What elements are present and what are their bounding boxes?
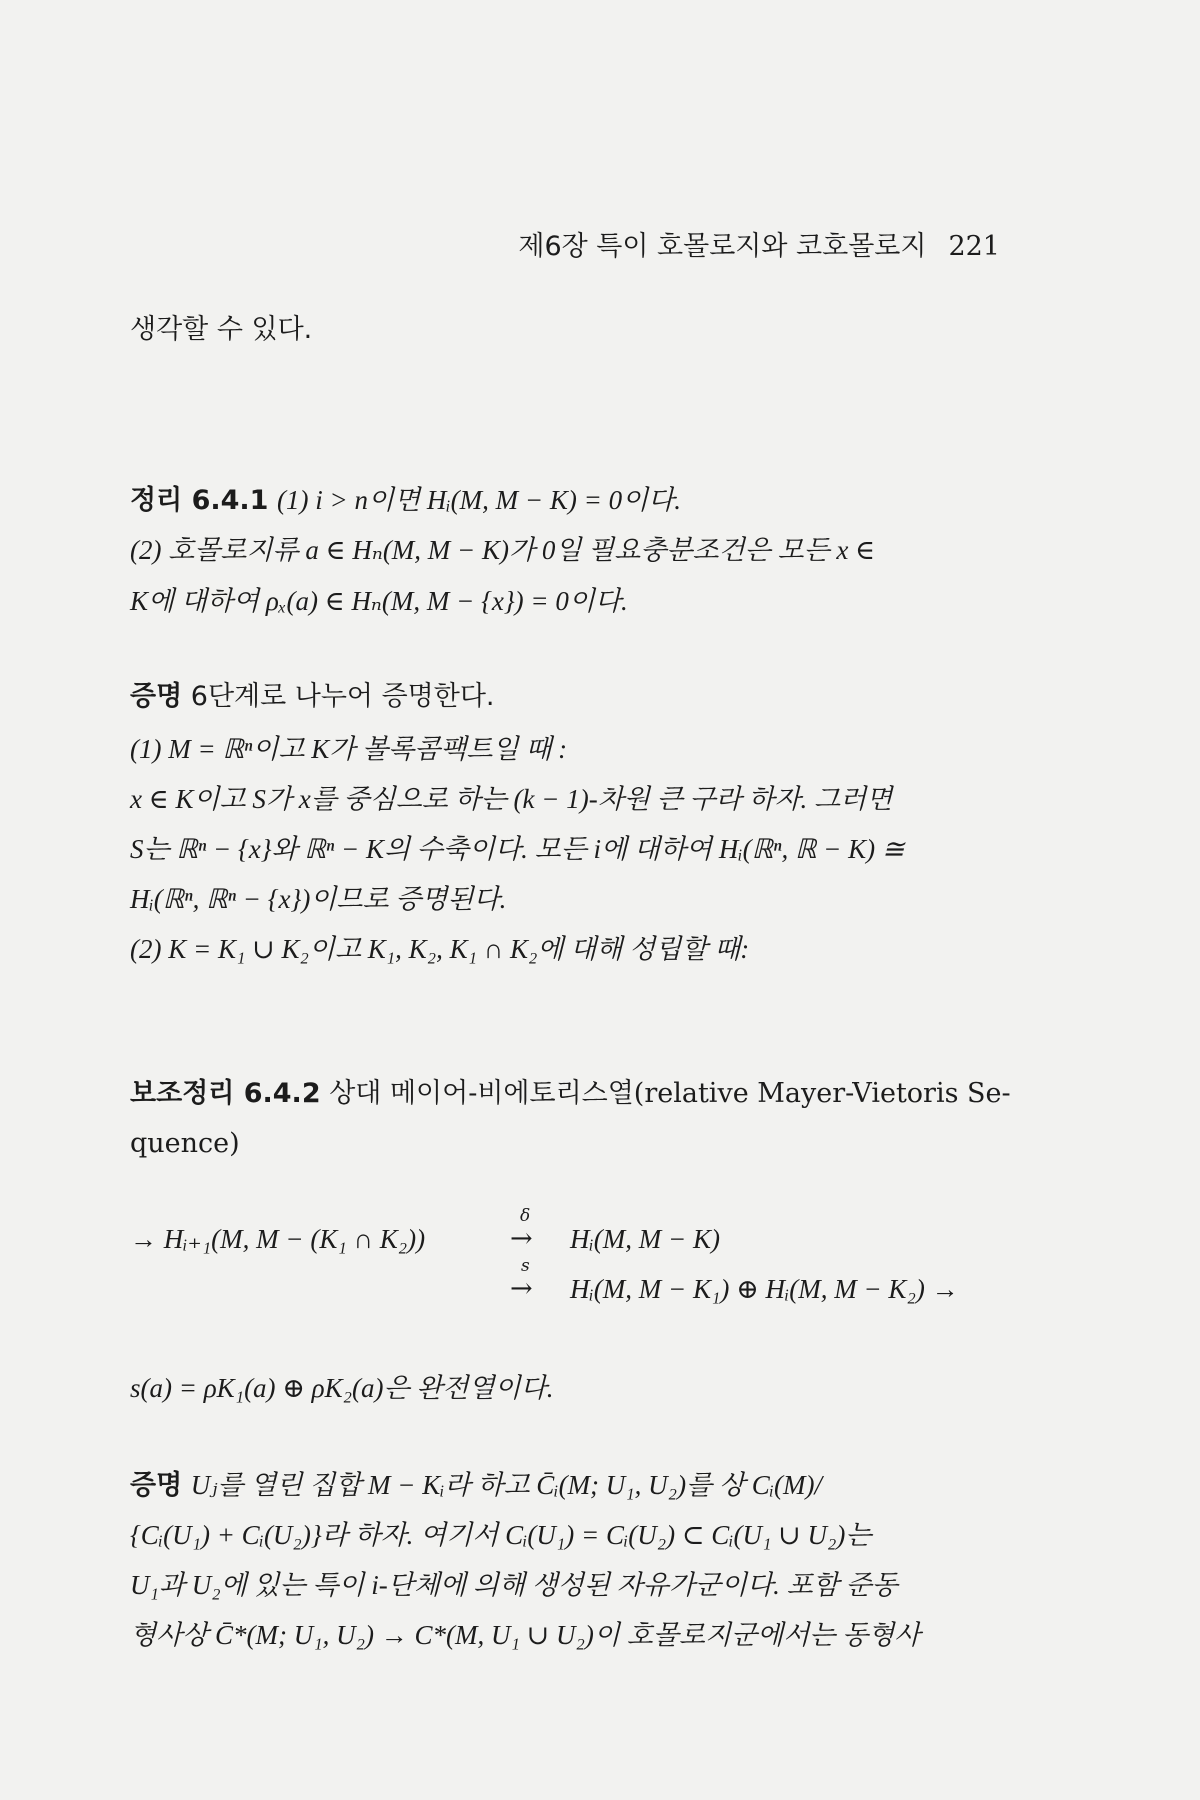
theorem-line-3: K에 대하여 ρₓ(a) ∈ Hₙ(M, M − {x}) = 0이다.	[130, 586, 628, 616]
proof2-line-3: U₁과 U₂에 있는 특이 i-단체에 의해 생성된 자유가군이다. 포함 준동	[130, 1570, 898, 1600]
proof-label: 증명	[130, 681, 183, 712]
proof2-line-2: {Cᵢ(U₁) + Cᵢ(U₂)}라 하자. 여기서 Cᵢ(U₁) = Cᵢ(U₂) ⊂ Cᵢ(U₁ ∪ U₂)는	[130, 1520, 872, 1550]
intro-line: 생각할 수 있다.	[130, 314, 313, 345]
running-title: 제6장 특이 호몰로지와 코호몰로지	[518, 231, 927, 262]
lemma-text-1: 상대 메이어-비에토리스열(relative Mayer-Vietoris Se-	[329, 1078, 1011, 1109]
lemma-line-1	[130, 1077, 1011, 1111]
proof-line-6: (2) K = K₁ ∪ K₂이고 K₁, K₂, K₁ ∩ K₂에 대해 성립할 때:	[130, 934, 750, 964]
s-definition-line: s(a) = ρK₁(a) ⊕ ρK₂(a)은 완전열이다.	[130, 1373, 554, 1403]
running-header	[518, 230, 1000, 264]
theorem-statement-1: (1) i > n이면 Hᵢ(M, M − K) = 0이다.	[277, 485, 681, 515]
proof-text-1: 6단계로 나누어 증명한다.	[190, 681, 495, 712]
proof-line-3: x ∈ K이고 S가 x를 중심으로 하는 (k − 1)-차원 큰 구라 하자. 그러면	[130, 784, 893, 814]
lemma-line-2: quence)	[130, 1128, 240, 1159]
s-arrow-label: s	[521, 1256, 530, 1276]
proof-line-4: S는 ℝⁿ − {x}와 ℝⁿ − K의 수축이다. 모든 i에 대하여 Hᵢ(ℝⁿ, ℝ − K) ≅	[130, 834, 905, 864]
sequence-row-1-left: → Hᵢ₊₁(M, M − (K₁ ∩ K₂))	[130, 1224, 426, 1254]
proof-line-5: Hᵢ(ℝⁿ, ℝⁿ − {x})이므로 증명된다.	[130, 884, 507, 914]
page-number: 221	[948, 231, 1000, 262]
proof2-label: 증명	[130, 1470, 183, 1501]
theorem-label: 정리 6.4.1	[130, 485, 269, 516]
sequence-row-2-right: Hᵢ(M, M − K₁) ⊕ Hᵢ(M, M − K₂) →	[570, 1274, 959, 1304]
sequence-row-1-right: Hᵢ(M, M − K)	[570, 1224, 720, 1254]
proof2-text-1: Uⱼ를 열린 집합 M − Kᵢ라 하고 C̄ᵢ(M; U₁, U₂)를 상 Cᵢ(M)/	[190, 1470, 822, 1500]
proof-line-1	[130, 680, 495, 714]
delta-arrow: →	[510, 1223, 533, 1254]
delta-arrow-label: δ	[520, 1206, 531, 1226]
proof2-line-1	[130, 1468, 822, 1503]
lemma-label: 보조정리 6.4.2	[130, 1078, 321, 1109]
theorem-line-2: (2) 호몰로지류 a ∈ Hₙ(M, M − K)가 0일 필요충분조건은 모든 x ∈	[130, 535, 876, 565]
theorem-line-1	[130, 483, 681, 518]
s-arrow: →	[510, 1273, 533, 1304]
proof-line-2: (1) M = ℝⁿ이고 K가 볼록콤팩트일 때 :	[130, 734, 568, 764]
proof2-line-4: 형사상 C̄*(M; U₁, U₂) → C*(M, U₁ ∪ U₂)이 호몰로지군에서는 동형사	[130, 1620, 921, 1650]
